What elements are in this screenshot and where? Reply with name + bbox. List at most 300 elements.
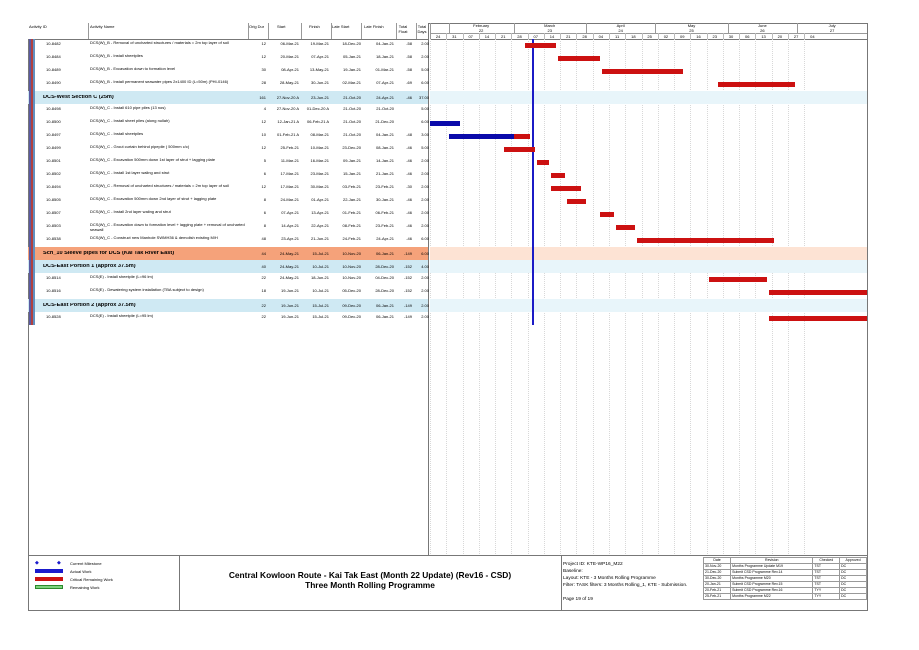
- week-gridline: [772, 39, 773, 606]
- revision-cell: TST: [813, 582, 840, 588]
- legend-swatch: [35, 577, 63, 581]
- week-gridline: [609, 39, 610, 606]
- gantt-bar[interactable]: [525, 43, 555, 48]
- cell-finish: 08-Mar-21: [310, 132, 329, 137]
- cell-lf: 21-Jan-21: [375, 171, 394, 176]
- cell-float: -46: [406, 223, 412, 228]
- gantt-band: [430, 260, 867, 273]
- cell-lf: 24-Apr-21: [376, 94, 394, 100]
- cell-ls: 05-Dec-20: [342, 288, 361, 293]
- gantt-band: [430, 91, 867, 104]
- cell-name: DCS(W)_C - Grout curtain behind pipepile ( 500mm c/c): [90, 144, 190, 149]
- gantt-band: [430, 299, 867, 312]
- week-gridline: [690, 39, 691, 606]
- cell-finish: 10-Mar-21: [310, 145, 329, 150]
- cell-id: 10-8507: [46, 210, 61, 215]
- week-label: 09: [679, 34, 685, 39]
- cell-days: 2.00: [421, 184, 429, 189]
- cell-days: 2.00: [421, 210, 429, 215]
- cell-start: 08-Apr-21: [281, 67, 299, 72]
- cell-days: 2.00: [421, 314, 429, 319]
- table-row[interactable]: [28, 156, 428, 169]
- week-gridline: [560, 39, 561, 606]
- cell-days: 2.00: [421, 171, 429, 176]
- gantt-bar[interactable]: [718, 82, 795, 87]
- wbs-band-row[interactable]: [28, 91, 428, 104]
- column-divider: [248, 23, 249, 39]
- period-number: 23: [547, 28, 552, 33]
- cell-start: 06-Mar-21: [280, 41, 299, 46]
- table-row[interactable]: [28, 221, 428, 234]
- week-gridline: [642, 39, 643, 606]
- cell-ls: 21-Oct-20: [343, 119, 361, 124]
- wbs-stripe: [33, 104, 35, 117]
- cell-name: DCS(W)_C - Install 1st layer waling and strut: [90, 170, 170, 175]
- table-row[interactable]: [28, 130, 428, 143]
- cell-days: 6.00: [421, 119, 429, 124]
- cell-start: 19-Jun-21: [280, 302, 299, 308]
- month-label: July: [828, 23, 836, 28]
- cell-days: 2.00: [421, 302, 429, 308]
- cell-finish: 15-Jul-21: [312, 302, 329, 308]
- column-divider: [396, 23, 397, 39]
- wbs-band-row[interactable]: [28, 247, 428, 260]
- wbs-stripe: [33, 195, 35, 208]
- wbs-stripe: [33, 260, 35, 273]
- table-row[interactable]: [28, 52, 428, 65]
- cell-lf: 24-Apr-21: [376, 236, 394, 241]
- wbs-stripe: [33, 273, 35, 286]
- revision-cell: DC: [840, 588, 867, 594]
- cell-lf: 04-Jan-21: [375, 41, 394, 46]
- cell-finish: 18-Jun-21: [310, 275, 329, 280]
- week-label: 04: [598, 34, 604, 39]
- cell-name: DCS(W)_C - Construct new Manhole SWMH36 & demolish existing M/H: [90, 235, 218, 240]
- cell-finish: 13-May-21: [309, 67, 329, 72]
- cell-days: 2.00: [421, 41, 429, 46]
- week-gridline: [739, 39, 740, 606]
- table-row[interactable]: [28, 39, 428, 52]
- wbs-stripe: [33, 169, 35, 182]
- baseline: Baseline:: [563, 569, 583, 574]
- table-row[interactable]: [28, 117, 428, 130]
- cell-float: -46: [406, 145, 412, 150]
- month-divider: [449, 23, 450, 33]
- period-number: 22: [478, 28, 484, 33]
- table-row[interactable]: [28, 273, 428, 286]
- wbs-band-row[interactable]: [28, 260, 428, 273]
- cell-ls: 10-Nov-20: [342, 263, 361, 269]
- period-number: 25: [689, 28, 694, 33]
- week-label: 21: [566, 34, 571, 39]
- week-label: 07: [533, 34, 538, 39]
- col-finish[interactable]: Finish: [309, 24, 320, 29]
- cell-id: 10-8528: [46, 314, 61, 319]
- month-label: April: [616, 23, 625, 28]
- cell-dur: 12: [261, 119, 266, 124]
- revision-cell: 20-Jan-21: [704, 582, 731, 588]
- gantt-bar[interactable]: [709, 277, 767, 282]
- cell-start: 24-May-21: [279, 250, 299, 256]
- wbs-stripe: [33, 247, 35, 260]
- gantt-bar[interactable]: [558, 56, 600, 61]
- month-label: June: [758, 23, 767, 28]
- cell-dur: 44: [261, 250, 266, 256]
- gantt-bar[interactable]: [551, 173, 565, 178]
- legend-label: Actual Work: [70, 569, 92, 574]
- cell-lf: 06-Jan-21: [375, 250, 394, 256]
- col-total-float[interactable]: Total Float: [398, 24, 408, 34]
- revision-cell: DC: [840, 594, 867, 600]
- cell-finish: 19-Mar-21: [310, 41, 329, 46]
- cell-name: DCS-East Portion 2 (approx 37.5m): [43, 302, 136, 308]
- cell-days: 6.00: [421, 236, 429, 241]
- cell-finish: 30-Jun-21: [310, 80, 329, 85]
- week-label: 07: [468, 34, 473, 39]
- cell-id: 10-8538: [46, 236, 61, 241]
- cell-dur: 28: [261, 80, 266, 85]
- col-late-finish[interactable]: Late Finish: [364, 24, 384, 29]
- cell-dur: 30: [261, 67, 266, 72]
- cell-float: -152: [403, 263, 412, 269]
- wbs-stripe: [33, 299, 35, 312]
- gantt-bar[interactable]: [504, 147, 534, 152]
- cell-ls: 01-Feb-21: [342, 210, 361, 215]
- table-row[interactable]: [28, 286, 428, 299]
- cell-days: 6.00: [421, 80, 429, 85]
- table-row[interactable]: [28, 78, 428, 91]
- cell-ls: 08-Feb-21: [342, 223, 361, 228]
- cell-lf: 06-Jan-21: [375, 314, 394, 319]
- gantt-bar[interactable]: [537, 160, 549, 165]
- table-row[interactable]: [28, 143, 428, 156]
- week-gridline: [479, 39, 480, 606]
- cell-dur: 48: [261, 236, 266, 241]
- wbs-stripe: [33, 130, 35, 143]
- week-gridline: [658, 39, 659, 606]
- week-label: 30: [728, 34, 734, 39]
- month-divider: [586, 23, 587, 33]
- gantt-bar[interactable]: [600, 212, 614, 217]
- column-divider: [430, 23, 431, 39]
- cell-ls: 21-Oct-20: [343, 94, 361, 100]
- cell-start: 01-Feb-21 A: [276, 132, 299, 137]
- cell-float: -30: [406, 184, 412, 189]
- col-late-start[interactable]: Late Start: [332, 24, 350, 29]
- week-label: 16: [696, 34, 701, 39]
- cell-float: -46: [406, 158, 412, 163]
- cell-dur: 22: [261, 302, 266, 308]
- cell-float: -58: [406, 41, 412, 46]
- cell-days: 2.00: [421, 197, 429, 202]
- cell-finish: 06-Feb-21 A: [306, 119, 329, 124]
- cell-name: Sch_10 Sleeve pipes for DCS (Kai Tak River East): [43, 250, 175, 256]
- week-gridline: [495, 39, 496, 606]
- cell-dur: 12: [261, 184, 266, 189]
- revision-cell: TST: [813, 570, 840, 576]
- cell-float: -152: [403, 288, 412, 293]
- cell-lf: 08-Jan-21: [375, 145, 394, 150]
- gantt-bar[interactable]: [602, 69, 683, 74]
- cell-dur: 161: [259, 94, 266, 100]
- data-date-line: [532, 39, 534, 325]
- cell-finish: 23-Mar-21: [310, 171, 329, 176]
- cell-finish: 07-Apr-21: [311, 54, 329, 59]
- revision-cell: 25-Feb-21: [704, 594, 731, 600]
- cell-start: 07-Apr-21: [281, 210, 299, 215]
- cell-finish: 15-Jul-21: [312, 250, 329, 256]
- cell-name: DCS(W)_C - Install sheetpiles: [90, 131, 144, 136]
- cell-lf: 23-Feb-21: [375, 184, 394, 189]
- cell-dur: 12: [261, 41, 266, 46]
- revision-cell: TST: [813, 576, 840, 582]
- week-gridline: [511, 39, 512, 606]
- cell-id: 10-8501: [46, 158, 61, 163]
- cell-ls: 24-Feb-21: [342, 236, 361, 241]
- cell-name: DCS(W)_C - Install 610 pipe piles (13 nos): [90, 105, 166, 110]
- cell-float: -46: [406, 197, 412, 202]
- cell-float: -48: [406, 132, 412, 137]
- gantt-bar[interactable]: [514, 134, 530, 139]
- cell-finish: 01-Dec-20 A: [306, 106, 329, 111]
- cell-lf: 06-Jan-21: [375, 302, 394, 308]
- cell-name: DCS-East Portion 1 (approx 37.5m): [43, 263, 136, 269]
- week-label: 21: [500, 34, 506, 39]
- cell-id: 10-8502: [46, 171, 61, 176]
- col-start[interactable]: Start: [277, 24, 286, 29]
- cell-lf: 23-Feb-21: [375, 223, 394, 228]
- cell-ls: 03-Feb-21: [342, 184, 361, 189]
- cell-lf: 04-Jan-21: [375, 132, 394, 137]
- cell-id: 10-8482: [46, 41, 61, 46]
- cell-name: DCS(W)_C - Install 2nd layer waling and strut: [90, 209, 171, 214]
- wbs-band-row[interactable]: [28, 299, 428, 312]
- week-label: 28: [582, 34, 587, 39]
- cell-finish: 16-Mar-21: [310, 158, 329, 163]
- revision-cell: Submit CSD Programme Rev.15: [731, 582, 813, 588]
- revision-cell: 30-Nov-20: [704, 564, 731, 570]
- cell-ls: 21-Oct-20: [343, 106, 361, 111]
- gantt-bar[interactable]: [637, 238, 774, 243]
- col-orig-dur[interactable]: Orig Dur: [249, 24, 265, 29]
- week-gridline: [674, 39, 675, 606]
- cell-float: -58: [406, 54, 412, 59]
- wbs-stripe: [33, 117, 35, 130]
- week-label: 14: [549, 34, 555, 39]
- week-label: 24: [435, 34, 441, 39]
- cell-ls: 09-Dec-20: [342, 314, 361, 319]
- col-activity-name[interactable]: Activity Name: [90, 24, 115, 29]
- cell-id: 10-8514: [46, 275, 61, 280]
- table-row[interactable]: [28, 234, 428, 247]
- month-label: May: [687, 23, 696, 28]
- cell-start: 11-Mar-21: [280, 158, 299, 163]
- table-row[interactable]: [28, 195, 428, 208]
- cell-dur: 10: [261, 132, 266, 137]
- revision-header: Date: [704, 558, 731, 564]
- revision-cell: DC: [840, 564, 867, 570]
- cell-dur: 4: [263, 106, 266, 111]
- page-number: Page 19 of 19: [563, 597, 593, 602]
- cell-days: 37.00: [418, 94, 429, 100]
- cell-start: 27-Nov-20 A: [276, 94, 299, 100]
- cell-days: 2.00: [421, 288, 429, 293]
- cell-dur: 12: [261, 145, 266, 150]
- cell-days: 2.00: [421, 223, 429, 228]
- table-row[interactable]: [28, 208, 428, 221]
- cell-lf: 07-Apr-21: [376, 80, 394, 85]
- cell-lf: 21-Oct-20: [376, 106, 394, 111]
- cell-finish: 13-Apr-21: [311, 210, 329, 215]
- cell-id: 10-8516: [46, 288, 61, 293]
- column-divider: [301, 23, 302, 39]
- cell-finish: 30-Mar-21: [310, 184, 329, 189]
- week-gridline: [625, 39, 626, 606]
- week-label: 06: [745, 34, 750, 39]
- col-total-days[interactable]: Total Days: [417, 24, 427, 34]
- cell-dur: 8: [263, 197, 266, 202]
- cell-finish: 22-Apr-21: [311, 223, 329, 228]
- wbs-stripe: [33, 208, 35, 221]
- cell-dur: 5: [263, 158, 266, 163]
- cell-days: 2.00: [421, 54, 429, 59]
- gantt-area: [430, 39, 867, 606]
- week-label: 04: [810, 34, 815, 39]
- milestone-icon: ◆: [35, 560, 39, 566]
- legend-label: Critical Remaining Work: [70, 577, 113, 582]
- revision-cell: Months Programme M22: [731, 594, 813, 600]
- cell-name: DCS(E) - Install sheetpile (L=95 lm): [90, 313, 154, 318]
- cell-float: -46: [406, 94, 412, 100]
- table-row[interactable]: [28, 169, 428, 182]
- revision-cell: 21-Dec-20: [704, 570, 731, 576]
- cell-days: 5.00: [421, 106, 429, 111]
- gantt-bar[interactable]: [430, 121, 460, 126]
- week-label: 25: [647, 34, 652, 39]
- cell-name: DCS(W)_B - Excavation down to formation level: [90, 66, 176, 71]
- month-label: February: [473, 23, 490, 28]
- cell-id: 10-8505: [46, 197, 61, 202]
- cell-ls: 09-Jan-21: [342, 158, 361, 163]
- cell-float: -149: [403, 302, 412, 308]
- cell-start: 14-Apr-21: [281, 223, 299, 228]
- column-divider: [268, 23, 269, 39]
- cell-lf: 18-Jan-21: [375, 54, 394, 59]
- cell-name: DCS(E) - Install sheetpile (L=96 lm): [90, 274, 154, 279]
- week-label: 27: [793, 34, 799, 39]
- cell-finish: 23-Jun-21: [310, 94, 329, 100]
- milestone-icon: ◆: [57, 560, 61, 566]
- cell-start: 24-Mar-21: [280, 197, 299, 202]
- revision-cell: 30-Dec-20: [704, 576, 731, 582]
- gantt-bar[interactable]: [567, 199, 586, 204]
- cell-id: 10-8497: [46, 132, 61, 137]
- cell-float: -69: [406, 80, 412, 85]
- cell-id: 10-8499: [46, 145, 61, 150]
- gantt-bar[interactable]: [769, 290, 867, 295]
- cell-start: 25-Feb-21: [280, 145, 299, 150]
- revision-header: Revision: [731, 558, 813, 564]
- cell-name: DCS(W)_B - Removal of uncharted structures / materials = 2m top layer of soil: [90, 40, 229, 45]
- gantt-bar[interactable]: [449, 134, 514, 139]
- wbs-stripe: [33, 91, 35, 104]
- legend-panel: [29, 556, 180, 610]
- cell-ls: 10-Nov-20: [342, 250, 361, 256]
- cell-start: 12-Jan-21 A: [277, 119, 299, 124]
- week-label: 23: [712, 34, 717, 39]
- revision-cell: 20-Feb-21: [704, 588, 731, 594]
- table-row[interactable]: [28, 312, 428, 325]
- cell-start: 19-Jun-21: [280, 288, 299, 293]
- cell-ls: 21-Oct-20: [343, 132, 361, 137]
- cell-lf: 04-Dec-20: [375, 275, 394, 280]
- week-label: 18: [631, 34, 636, 39]
- week-gridline: [593, 39, 594, 606]
- legend-label: Remaining Work: [70, 585, 100, 590]
- revision-row: [704, 594, 867, 600]
- cell-id: 10-8484: [46, 54, 61, 59]
- cell-start: 24-May-21: [279, 263, 299, 269]
- wbs-stripe: [33, 39, 35, 52]
- gantt-bar[interactable]: [769, 316, 867, 321]
- week-label: 20: [777, 34, 783, 39]
- table-row[interactable]: [28, 182, 428, 195]
- revision-cell: TYY: [813, 588, 840, 594]
- cell-finish: 10-Jul-21: [312, 288, 329, 293]
- wbs-stripe: [33, 234, 35, 247]
- cell-name: DCS(W)_C - Removal of uncharted structures / materials = 2m top layer of soil: [90, 183, 230, 188]
- cell-lf: 28-Dec-20: [375, 263, 394, 269]
- revision-cell: DC: [840, 570, 867, 576]
- cell-ls: 18-Dec-20: [342, 41, 361, 46]
- gantt-bar[interactable]: [551, 186, 581, 191]
- cell-dur: 6: [263, 171, 266, 176]
- filter-text: Filter: TASK filters: 3 Months Rolling_1, KTE - Submission.: [563, 583, 688, 588]
- table-row[interactable]: [28, 104, 428, 117]
- wbs-stripe: [33, 78, 35, 91]
- cell-name: DCS(W)_C - Install sheet piles (along nullah): [90, 118, 170, 123]
- cell-name: DCS(W)_C - Excavation down to formation level + lagging plate + removal of uncharted seawall: [90, 222, 245, 232]
- table-row[interactable]: [28, 65, 428, 78]
- cell-start: 27-Nov-20 A: [276, 106, 299, 111]
- cell-name: DCS(W)_C - Excavation 500mm down 1st layer of strut + lagging plate: [90, 157, 216, 162]
- cell-lf: 14-Jan-21: [375, 158, 394, 163]
- project-id: Project ID: KTE-WP16_M22: [563, 562, 623, 567]
- revision-cell: Months Programme M20: [731, 576, 813, 582]
- legend-label: Current Milestone: [70, 561, 102, 566]
- column-divider: [331, 23, 332, 39]
- period-number: 26: [760, 28, 765, 33]
- project-info: [563, 559, 703, 609]
- week-label: 28: [517, 34, 522, 39]
- cell-days: 2.00: [421, 158, 429, 163]
- cell-start: 17-Mar-21: [280, 184, 299, 189]
- cell-start: 20-Mar-21: [280, 54, 299, 59]
- legend-swatch: [35, 569, 63, 573]
- col-activity-id[interactable]: Activity ID: [29, 24, 47, 29]
- cell-ls: 05-Jan-21: [342, 54, 361, 59]
- cell-ls: 22-Jan-21: [342, 197, 361, 202]
- cell-days: 5.00: [421, 67, 429, 72]
- cell-ls: 10-Nov-20: [342, 275, 361, 280]
- week-gridline: [576, 39, 577, 606]
- cell-lf: 28-Dec-20: [375, 288, 394, 293]
- layout-name: Layout: KTE - 3 Months Rolling Programme: [563, 576, 656, 581]
- revision-cell: TST: [813, 564, 840, 570]
- cell-dur: 12: [261, 54, 266, 59]
- revision-header: Checked: [813, 558, 840, 564]
- gantt-bar[interactable]: [616, 225, 635, 230]
